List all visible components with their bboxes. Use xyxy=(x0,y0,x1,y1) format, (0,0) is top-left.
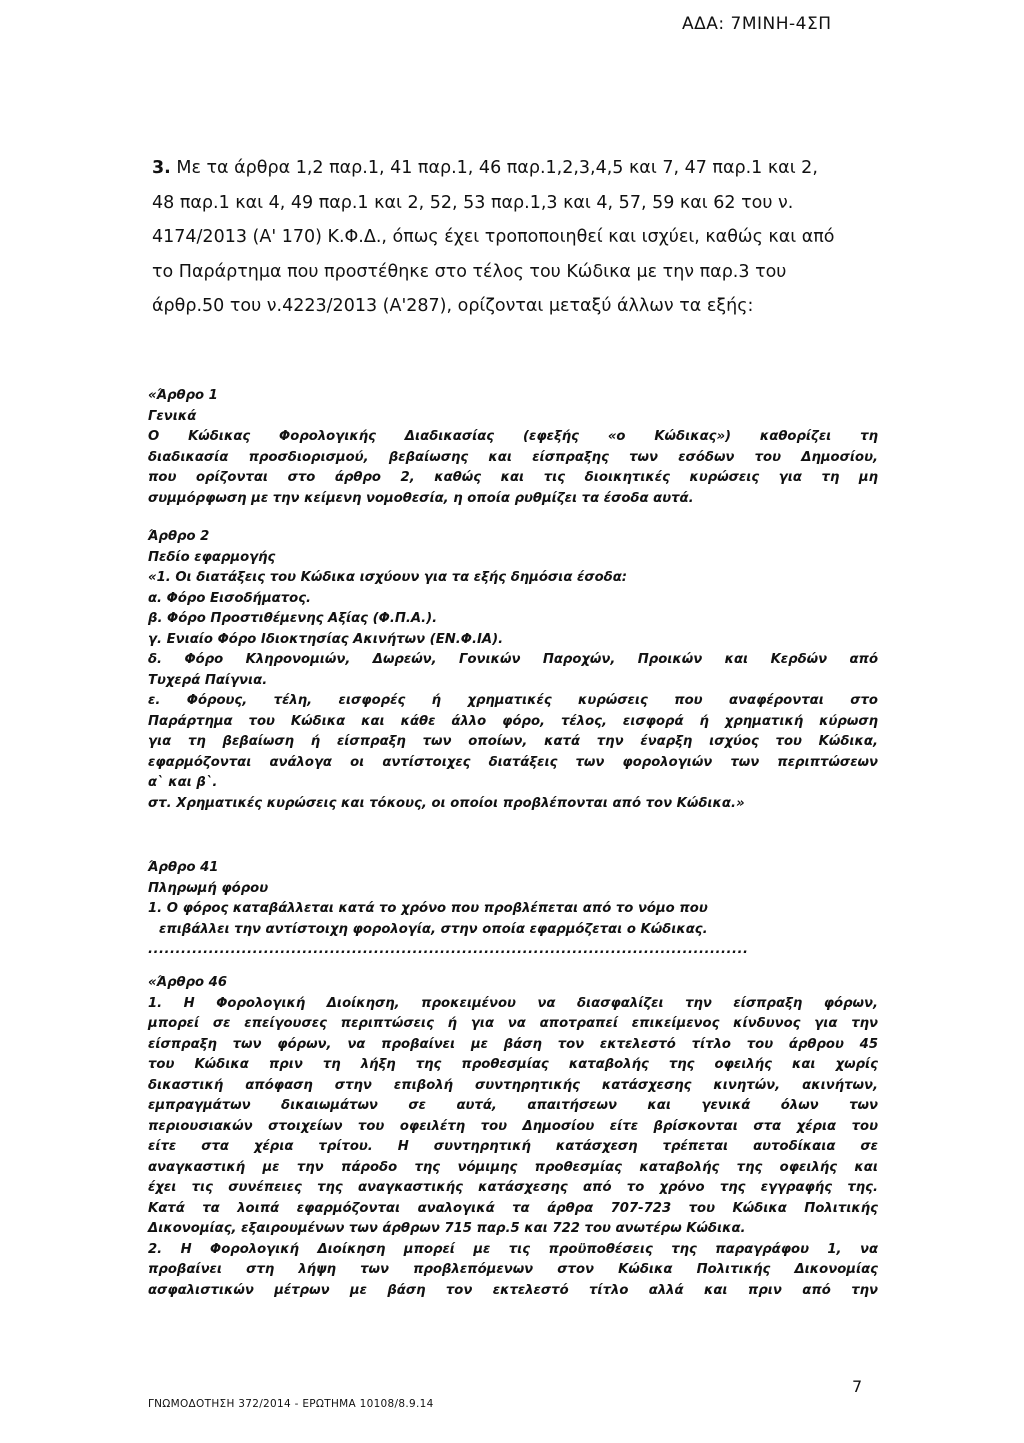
intro-paragraph xyxy=(152,151,878,324)
intro-line: 4174/2013 (Α' 170) Κ.Φ.Δ., όπως έχει τροποποιηθεί και ισχύει, καθώς και από xyxy=(152,227,835,247)
article-body-line: α` και β`. xyxy=(148,775,218,790)
article-body-line: Παράρτημα του Κώδικα και κάθε άλλο φόρο, τέλος, εισφορά ή χρηματική κύρωση xyxy=(148,713,878,729)
article-body-line: μπορεί σε επείγουσες περιπτώσεις ή για να αποτραπεί επικείμενος κίνδυνος για την xyxy=(148,1016,878,1031)
article-body-line: αναγκαστική με την πάροδο της νόμιμης προθεσμίας καταβολής της οφειλής και xyxy=(148,1159,878,1175)
article-heading: «Άρθρο 1 xyxy=(148,388,218,403)
article-body-line: β. Φόρο Προστιθέμενης Αξίας (Φ.Π.Α.). xyxy=(148,611,438,626)
article-body-line: εφαρμόζονται ανάλογα οι αντίστοιχες διατάξεις των φορολογιών των περιπτώσεων xyxy=(148,754,878,770)
article-body-line: που ορίζονται στο άρθρο 2, καθώς και τις διοικητικές κυρώσεις για τη μη xyxy=(148,470,878,485)
article-body-line: είσπραξη των φόρων, να προβαίνει με βάση τον εκτελεστό τίτλο του άρθρου 45 xyxy=(148,1036,878,1052)
intro-line xyxy=(152,151,878,186)
article-body-line: ασφαλιστικών μέτρων με βάση τον εκτελεστό τίτλο αλλά και πριν από την xyxy=(148,1282,878,1298)
article-41-section xyxy=(148,858,878,961)
article-1-section xyxy=(148,386,878,509)
article-body-line: 1. Ο φόρος καταβάλλεται κατά το χρόνο που προβλέπεται από το νόμο που xyxy=(148,901,708,916)
article-body-line: του Κώδικα πριν τη λήξη της προθεσμίας καταβολής της οφειλής και χωρίς xyxy=(148,1057,878,1072)
article-body-line: γ. Ενιαίο Φόρο Ιδιοκτησίας Ακινήτων (ΕΝ.Φ.ΙΑ). xyxy=(148,631,504,647)
article-body-line: Τυχερά Παίγνια. xyxy=(148,672,268,688)
ada-identifier: ΑΔΑ: 7ΜΙΝΗ-4ΣΠ xyxy=(682,14,832,34)
article-body-line: ε. Φόρους, τέλη, εισφορές ή χρηματικές κυρώσεις που αναφέρονται στο xyxy=(148,693,878,708)
article-body-line: 2. Η Φορολογική Διοίκηση μπορεί με τις προϋποθέσεις της παραγράφου 1, να xyxy=(148,1241,878,1257)
article-body-line: στ. Χρηματικές κυρώσεις και τόκους, οι οποίοι προβλέπονται από τον Κώδικα.» xyxy=(148,795,745,811)
article-body-line: 1. Η Φορολογική Διοίκηση, προκειμένου να διασφαλίζει την είσπραξη φόρων, xyxy=(148,995,878,1011)
footer-reference: ΓΝΩΜΟΔΟΤΗΣΗ 372/2014 - ΕΡΩΤΗΜΑ 10108/8.9.14 xyxy=(148,1398,434,1410)
intro-line: το Παράρτημα που προστέθηκε στο τέλος του Κώδικα με την παρ.3 του xyxy=(152,261,787,282)
article-heading: Άρθρο 41 xyxy=(148,860,219,875)
article-title: Πεδίο εφαρμογής xyxy=(148,549,276,565)
paragraph-number: 3. xyxy=(152,158,171,178)
ellipsis-separator: ............................................................................................................. xyxy=(148,942,749,957)
article-body-line: δικαστική απόφαση στην επιβολή συντηρητικής κατάσχεσης κινητών, ακινήτων, xyxy=(148,1077,878,1093)
article-body-line: εμπραγμάτων δικαιωμάτων σε αυτά, απαιτήσεων και γενικά όλων των xyxy=(148,1098,878,1113)
article-body-line: Κατά τα λοιπά εφαρμόζονται αναλογικά τα άρθρα 707-723 του Κώδικα Πολιτικής xyxy=(148,1200,878,1216)
intro-line: 48 παρ.1 και 4, 49 παρ.1 και 2, 52, 53 παρ.1,3 και 4, 57, 59 και 62 του ν. xyxy=(152,192,794,213)
article-body-line: δ. Φόρο Κληρονομιών, Δωρεών, Γονικών Παροχών, Προικών και Κερδών από xyxy=(148,652,878,667)
page-number: 7 xyxy=(852,1377,863,1396)
article-body-line: έχει τις συνέπειες της αναγκαστικής κατάσχεσης από το χρόνο της εγγραφής της. xyxy=(148,1180,878,1195)
article-heading: Άρθρο 2 xyxy=(148,529,210,544)
article-title: Γενικά xyxy=(148,408,197,424)
article-46-section xyxy=(148,973,878,1301)
article-body-line: Ο Κώδικας Φορολογικής Διαδικασίας (εφεξής «ο Κώδικας») καθορίζει τη xyxy=(148,429,878,444)
article-body-line: α. Φόρο Εισοδήματος. xyxy=(148,590,312,606)
article-2-section xyxy=(148,527,878,814)
article-body-line: διαδικασία προσδιορισμού, βεβαίωσης και είσπραξης των εσόδων του Δημοσίου, xyxy=(148,449,878,465)
article-body-line: «1. Οι διατάξεις του Κώδικα ισχύουν για τα εξής δημόσια έσοδα: xyxy=(148,570,628,585)
intro-line-text: Με τα άρθρα 1,2 παρ.1, 41 παρ.1, 46 παρ.1,2,3,4,5 και 7, 47 παρ.1 και 2, xyxy=(170,158,818,178)
article-body-line: περιουσιακών στοιχείων του οφειλέτη του Δημοσίου είτε βρίσκονται στα χέρια του xyxy=(148,1118,878,1134)
article-title: Πληρωμή φόρου xyxy=(148,880,269,896)
article-body-line: συμμόρφωση με την κείμενη νομοθεσία, η οποία ρυθμίζει τα έσοδα αυτά. xyxy=(148,490,694,506)
article-heading: «Άρθρο 46 xyxy=(148,975,228,990)
article-body-line: επιβάλλει την αντίστοιχη φορολογία, στην οποία εφαρμόζεται ο Κώδικας. xyxy=(159,921,708,937)
article-body-line: προβαίνει στη λήψη των προβλεπόμενων στον Κώδικα Πολιτικής Δικονομίας xyxy=(148,1262,878,1277)
article-body-line: Δικονομίας, εξαιρουμένων των άρθρων 715 παρ.5 και 722 του ανωτέρω Κώδικα. xyxy=(148,1221,746,1236)
article-body-line: είτε στα χέρια τρίτου. Η συντηρητική κατάσχεση τρέπεται αυτοδίκαια σε xyxy=(148,1139,878,1154)
intro-line: άρθρ.50 του ν.4223/2013 (Α'287), ορίζονται μεταξύ άλλων τα εξής: xyxy=(152,296,754,316)
article-body-line: για τη βεβαίωση ή είσπραξη των οποίων, κατά την έναρξη ισχύος του Κώδικα, xyxy=(148,734,878,749)
